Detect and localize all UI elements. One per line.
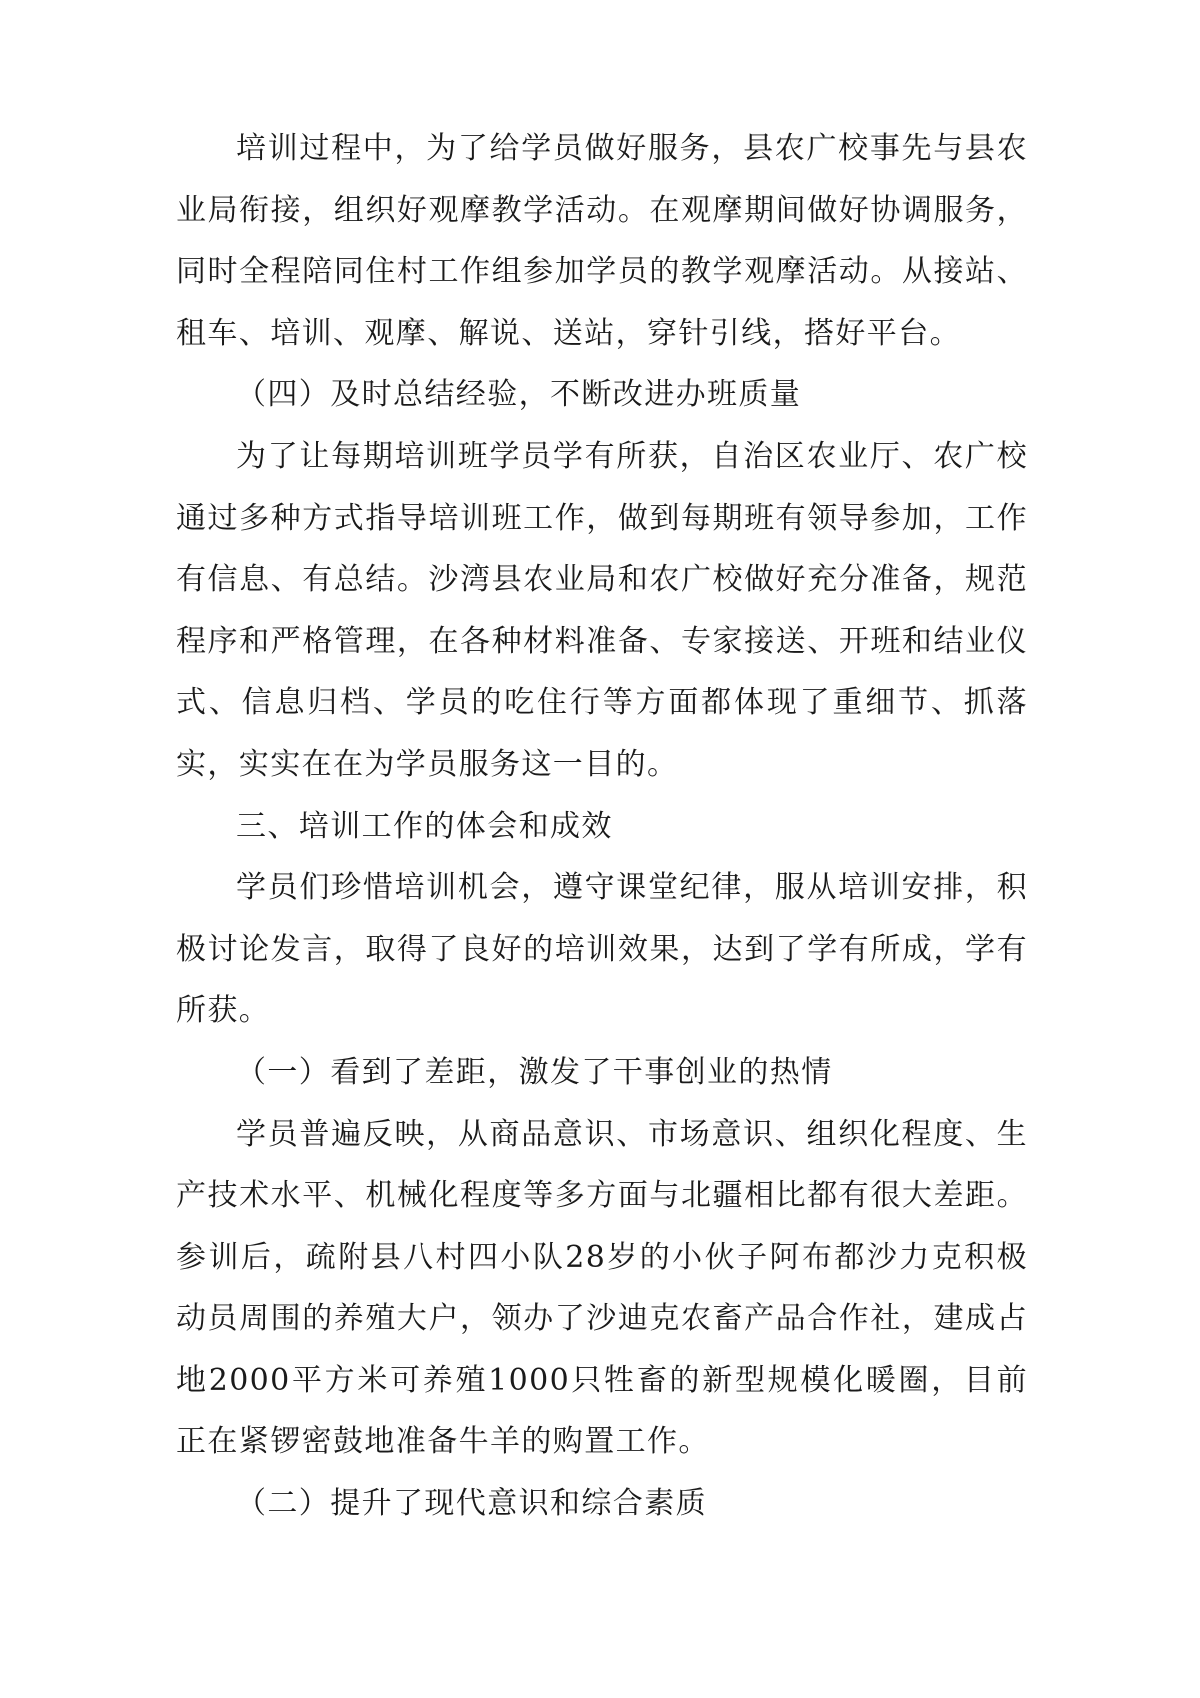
paragraph-service-arrangement: 培训过程中，为了给学员做好服务，县农广校事先与县农业局衔接，组织好观摩教学活动。在观摩期间做好协调服务，同时全程陪同住村工作组参加学员的教学观摩活动。从接站、租车、培训、观摩、解说、送站，穿针引线，搭好平台。: [176, 131, 1028, 351]
paragraph-student-feedback: 学员普遍反映，从商品意识、市场意识、组织化程度、生产技术水平、机械化程度等多方面与北疆相比都有很大差距。参训后，疏附县八村四小队28岁的小伙子阿布都沙力克积极动员周围的养殖大户，领办了沙迪克农畜产品合作社，建成占地2000平方米可养殖1000只牲畜的新型规模化暖圈，目前正在紧锣密鼓地准备牛羊的购置工作。: [176, 1116, 1028, 1460]
paragraph-training-guidance: 为了让每期培训班学员学有所获，自治区农业厅、农广校通过多种方式指导培训班工作，做到每期班有领导参加，工作有信息、有总结。沙湾县农业局和农广校做好充分准备，规范程序和严格管理，在各种材料准备、专家接送、开班和结业仪式、信息归档、学员的吃住行等方面都体现了重细节、抓落实，实实在在为学员服务这一目的。: [176, 438, 1028, 782]
section-heading-quality: （二）提升了现代意识和综合素质: [236, 1486, 707, 1522]
section-heading-gap: （一）看到了差距，激发了干事创业的热情: [236, 1054, 833, 1090]
document-page: [176, 118, 1028, 1535]
section-heading-outcomes: 三、培训工作的体会和成效: [236, 808, 613, 844]
paragraph-student-discipline: 学员们珍惜培训机会，遵守课堂纪律，服从培训安排，积极讨论发言，取得了良好的培训效果，达到了学有所成，学有所获。: [176, 870, 1028, 1029]
section-heading-summary: （四）及时总结经验，不断改进办班质量: [236, 377, 802, 413]
